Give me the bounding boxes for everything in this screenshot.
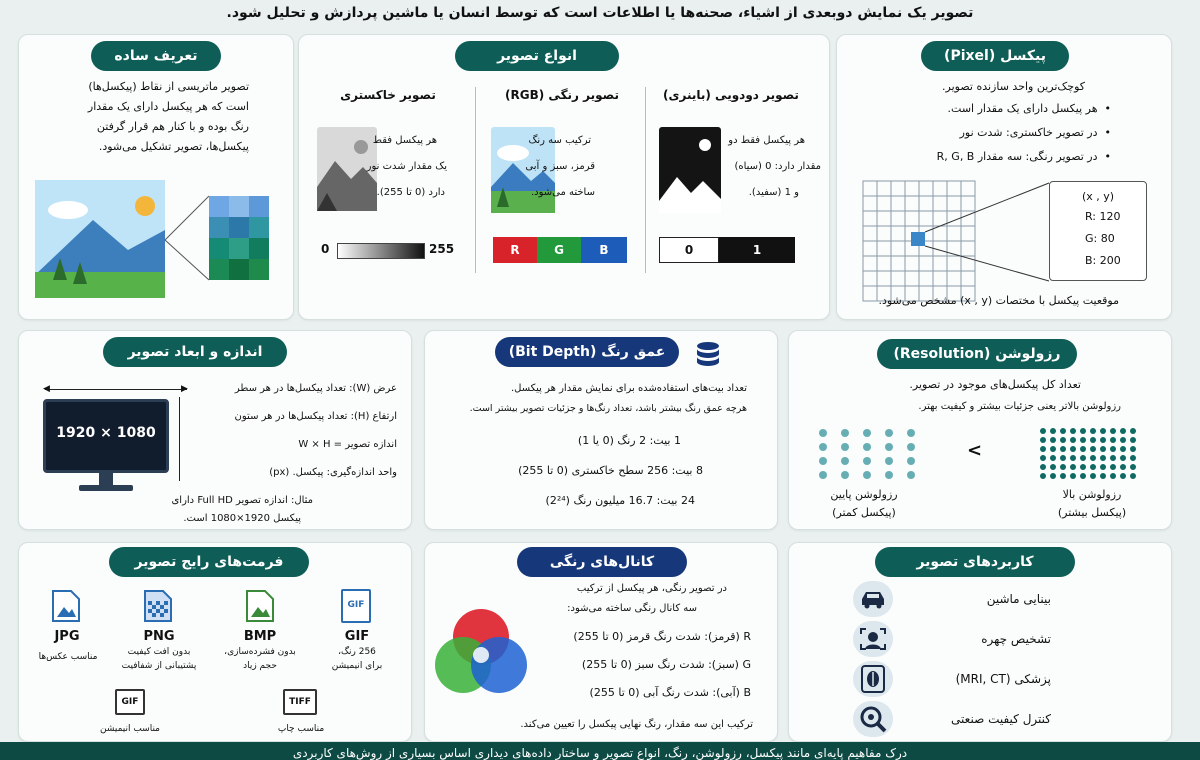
bmp-desc-1: بدون فشرده‌سازی، xyxy=(224,647,296,657)
bullet-dot: • xyxy=(1097,150,1111,163)
pixel-footer: موقعیت پیکسل با مختصات (x , y) مشخص می‌شود. xyxy=(878,294,1119,307)
inspection-icon xyxy=(859,705,887,733)
gif-desc-1: 256 رنگ، xyxy=(338,647,376,657)
footer-text: درک مفاهیم پایه‌ای مانند پیکسل، رزولوشن، رنگ، انواع تصویر و ساختار داده‌های دیداری اساس بسیاری از روش‌های کاربردی xyxy=(292,746,908,760)
app-label-machine-vision: بینایی ماشین xyxy=(986,592,1051,606)
width-arrow-right-head: ▶ xyxy=(181,384,188,394)
jpg-name: JPG xyxy=(54,629,80,644)
applications-title: کاربردهای تصویر xyxy=(875,547,1075,577)
rgb-desc-1: ترکیب سه رنگ xyxy=(528,135,591,146)
image-types-card xyxy=(298,34,830,320)
definition-line-2: است که هر پیکسل دارای یک مقدار xyxy=(87,100,249,113)
bit-depth-desc-1: تعداد بیت‌های استفاده‌شده برای نمایش مقدار هر پیکسل. xyxy=(510,383,747,394)
width-arrow xyxy=(45,389,187,390)
resolution-desc-2: رزولوشن بالاتر یعنی جزئیات بیشتر و کیفیت بهتر. xyxy=(918,401,1121,412)
formats-card xyxy=(18,542,412,742)
medical-scan-icon xyxy=(861,665,885,693)
resolution-card xyxy=(788,330,1172,530)
pixel-title: پیکسل (Pixel) xyxy=(921,41,1069,71)
applications-card xyxy=(788,542,1172,742)
bit-depth-card xyxy=(424,330,778,530)
size-card xyxy=(18,330,412,530)
width-arrow-left-head: ◀ xyxy=(43,384,50,394)
high-resolution-label: رزولوشن بالا xyxy=(1062,488,1122,501)
pixel-intro: کوچک‌ترین واحد سازنده تصویر. xyxy=(942,80,1085,93)
app-label-face-recognition: تشخیص چهره xyxy=(981,632,1051,646)
bit-depth-desc-2: هرچه عمق رنگ بیشتر باشد، تعداد رنگ‌ها و جزئیات تصویر بیشتر است. xyxy=(469,403,747,414)
gray-desc-2: یک مقدار شدت نور xyxy=(366,161,447,172)
definition-card xyxy=(18,34,294,320)
bit-depth-row-3: 24 بیت: 16.7 میلیون رنگ (2²⁴) xyxy=(545,494,695,507)
bit-depth-title: عمق رنگ (Bit Depth) xyxy=(495,337,679,367)
monitor-base xyxy=(79,485,133,491)
size-example-2: پیکسل 1920×1080 است. xyxy=(183,513,301,524)
monitor-resolution-label: 1920 × 1080 xyxy=(56,425,156,441)
pixel-bullet-3-text: در تصویر رنگی: سه مقدار R, G, B xyxy=(936,150,1098,163)
channels-footer: ترکیب این سه مقدار، رنگ نهایی پیکسل را تعیین می‌کند. xyxy=(520,719,753,730)
binary-desc-3: و 1 (سفید). xyxy=(748,187,799,198)
rgb-swatch-g: G xyxy=(537,237,581,263)
definition-line-1: تصویر ماتریسی از نقاط (پیکسل‌ها) xyxy=(88,80,249,93)
pixel-bullet-3 xyxy=(937,147,1111,167)
pixel-bullet-1 xyxy=(948,99,1111,119)
png-file-icon xyxy=(143,589,173,623)
tiff-desc: مناسب چاپ xyxy=(277,724,325,734)
jpg-desc: مناسب عکس‌ها xyxy=(38,652,98,662)
pixel-b-value: B: 200 xyxy=(1085,254,1121,267)
column-divider xyxy=(475,87,476,273)
gif-name: GIF xyxy=(344,629,370,644)
low-resolution-label: رزولوشن پایین xyxy=(830,488,898,501)
gif-icon-label: GIF xyxy=(347,600,365,610)
channels-card xyxy=(424,542,778,742)
bullet-dot: • xyxy=(1097,102,1111,115)
height-arrow xyxy=(179,397,180,481)
page-title: تصویر یک نمایش دوبعدی از اشیاء، صحنه‌ها یا اطلاعات است که توسط انسان یا ماشین پردازش و تحلیل شود. xyxy=(226,5,974,21)
channels-intro-1: در تصویر رنگی، هر پیکسل از ترکیب xyxy=(576,583,727,594)
rgb-swatch-b: B xyxy=(581,237,627,263)
gif-desc-2: برای انیمیشن xyxy=(331,661,383,671)
pixel-r-value: R: 120 xyxy=(1085,210,1121,223)
pixel-bullet-2-text: در تصویر خاکستری: شدت نور xyxy=(959,126,1098,139)
app-label-medical: پزشکی (MRI, CT) xyxy=(955,672,1051,686)
gif-animation-icon-label: GIF xyxy=(121,697,139,707)
binary-swatch-0: 0 xyxy=(659,237,719,263)
channels-title: کانال‌های رنگی xyxy=(517,547,687,577)
resolution-desc-1: تعداد کل پیکسل‌های موجود در تصویر. xyxy=(909,378,1081,391)
png-name: PNG xyxy=(143,629,175,644)
car-icon xyxy=(859,589,887,609)
binary-title: تصویر دودویی (باینری) xyxy=(663,88,799,102)
gray-desc-3: دارد (0 تا 255). xyxy=(376,187,445,198)
definition-line-3: رنگ بوده و با کنار هم قرار گرفتن xyxy=(96,120,249,133)
bmp-name: BMP xyxy=(243,629,277,644)
size-line-2: ارتفاع (H): تعداد پیکسل‌ها در هر ستون xyxy=(234,411,397,422)
tiff-icon-label: TIFF xyxy=(289,697,311,707)
image-types-title: انواع تصویر xyxy=(455,41,619,71)
binary-desc-1: هر پیکسل فقط دو xyxy=(728,135,805,146)
definition-line-4: پیکسل‌ها، تصویر تشکیل می‌شود. xyxy=(98,140,249,153)
column-divider xyxy=(645,87,646,273)
high-resolution-sub: (پیکسل بیشتر) xyxy=(1057,506,1127,519)
formats-title: فرمت‌های رایج تصویر xyxy=(109,547,309,577)
pixel-bullet-1-text: هر پیکسل دارای یک مقدار است. xyxy=(947,102,1098,115)
pixel-g-value: G: 80 xyxy=(1085,232,1115,245)
bit-depth-row-2: 8 بیت: 256 سطح خاکستری (0 تا 255) xyxy=(518,464,703,477)
png-desc-1: بدون افت کیفیت xyxy=(127,647,191,657)
size-title: اندازه و ابعاد تصویر xyxy=(103,337,287,367)
rgb-venn-diagram xyxy=(431,605,531,697)
landscape-zoom-illustration xyxy=(33,180,283,300)
rgb-title: تصویر رنگی (RGB) xyxy=(505,88,619,102)
bmp-desc-2: حجم زیاد xyxy=(243,661,277,671)
size-line-1: عرض (W): تعداد پیکسل‌ها در هر سطر xyxy=(234,383,397,394)
bit-depth-row-1: 1 بیت: 2 رنگ (0 یا 1) xyxy=(577,434,681,447)
rgb-swatch-r: R xyxy=(493,237,537,263)
channel-g-row: G (سبز): شدت رنگ سبز (0 تا 255) xyxy=(581,658,751,671)
size-line-4: واحد اندازه‌گیری: پیکسل. (px) xyxy=(269,467,397,478)
gray-desc-1: هر پیکسل فقط xyxy=(372,135,437,146)
low-resolution-sub: (پیکسل کمتر) xyxy=(832,506,896,519)
png-desc-2: پشتیبانی از شفافیت xyxy=(121,661,197,671)
monitor-stand xyxy=(99,473,113,485)
gray-min-label: 0 xyxy=(321,242,330,256)
size-line-3: اندازه تصویر = W × H xyxy=(298,439,397,450)
bmp-file-icon xyxy=(245,589,275,623)
binary-desc-2: مقدار دارد: 0 (سیاه) xyxy=(734,161,821,172)
jpg-file-icon xyxy=(51,589,81,623)
rgb-desc-3: ساخته می‌شود. xyxy=(530,187,595,198)
size-example-1: مثال: اندازه تصویر Full HD دارای xyxy=(171,495,313,506)
pixel-card xyxy=(836,34,1172,320)
gray-gradient-bar xyxy=(337,243,425,259)
pixel-bullet-2 xyxy=(960,123,1111,143)
app-label-quality-control: کنترل کیفیت صنعتی xyxy=(951,712,1051,726)
pixel-grid-illustration xyxy=(861,177,1051,303)
high-resolution-dots xyxy=(1039,427,1143,483)
definition-title: تعریف ساده xyxy=(91,41,221,71)
low-resolution-dots xyxy=(817,427,929,483)
channel-r-row: R (قرمز): شدت رنگ قرمز (0 تا 255) xyxy=(573,630,751,643)
gray-title: تصویر خاکستری xyxy=(340,88,436,102)
footer-banner xyxy=(0,742,1200,760)
channel-b-row: B (آبی): شدت رنگ آبی (0 تا 255) xyxy=(589,686,751,699)
binary-image-thumbnail xyxy=(659,127,721,213)
database-icon xyxy=(695,341,721,369)
binary-swatch-1: 1 xyxy=(719,237,795,263)
rgb-desc-2: قرمز، سبز و آبی xyxy=(525,161,595,172)
resolution-title: رزولوشن (Resolution) xyxy=(877,339,1077,369)
pixel-coord: (x , y) xyxy=(1081,190,1115,203)
bullet-dot: • xyxy=(1097,126,1111,139)
face-scan-icon xyxy=(859,627,887,651)
channels-intro-2: سه کانال رنگی ساخته می‌شود: xyxy=(567,603,697,614)
gray-max-label: 255 xyxy=(429,242,455,256)
gif-animation-desc: مناسب انیمیشن xyxy=(99,724,161,734)
resolution-compare-sign: < xyxy=(967,440,983,461)
